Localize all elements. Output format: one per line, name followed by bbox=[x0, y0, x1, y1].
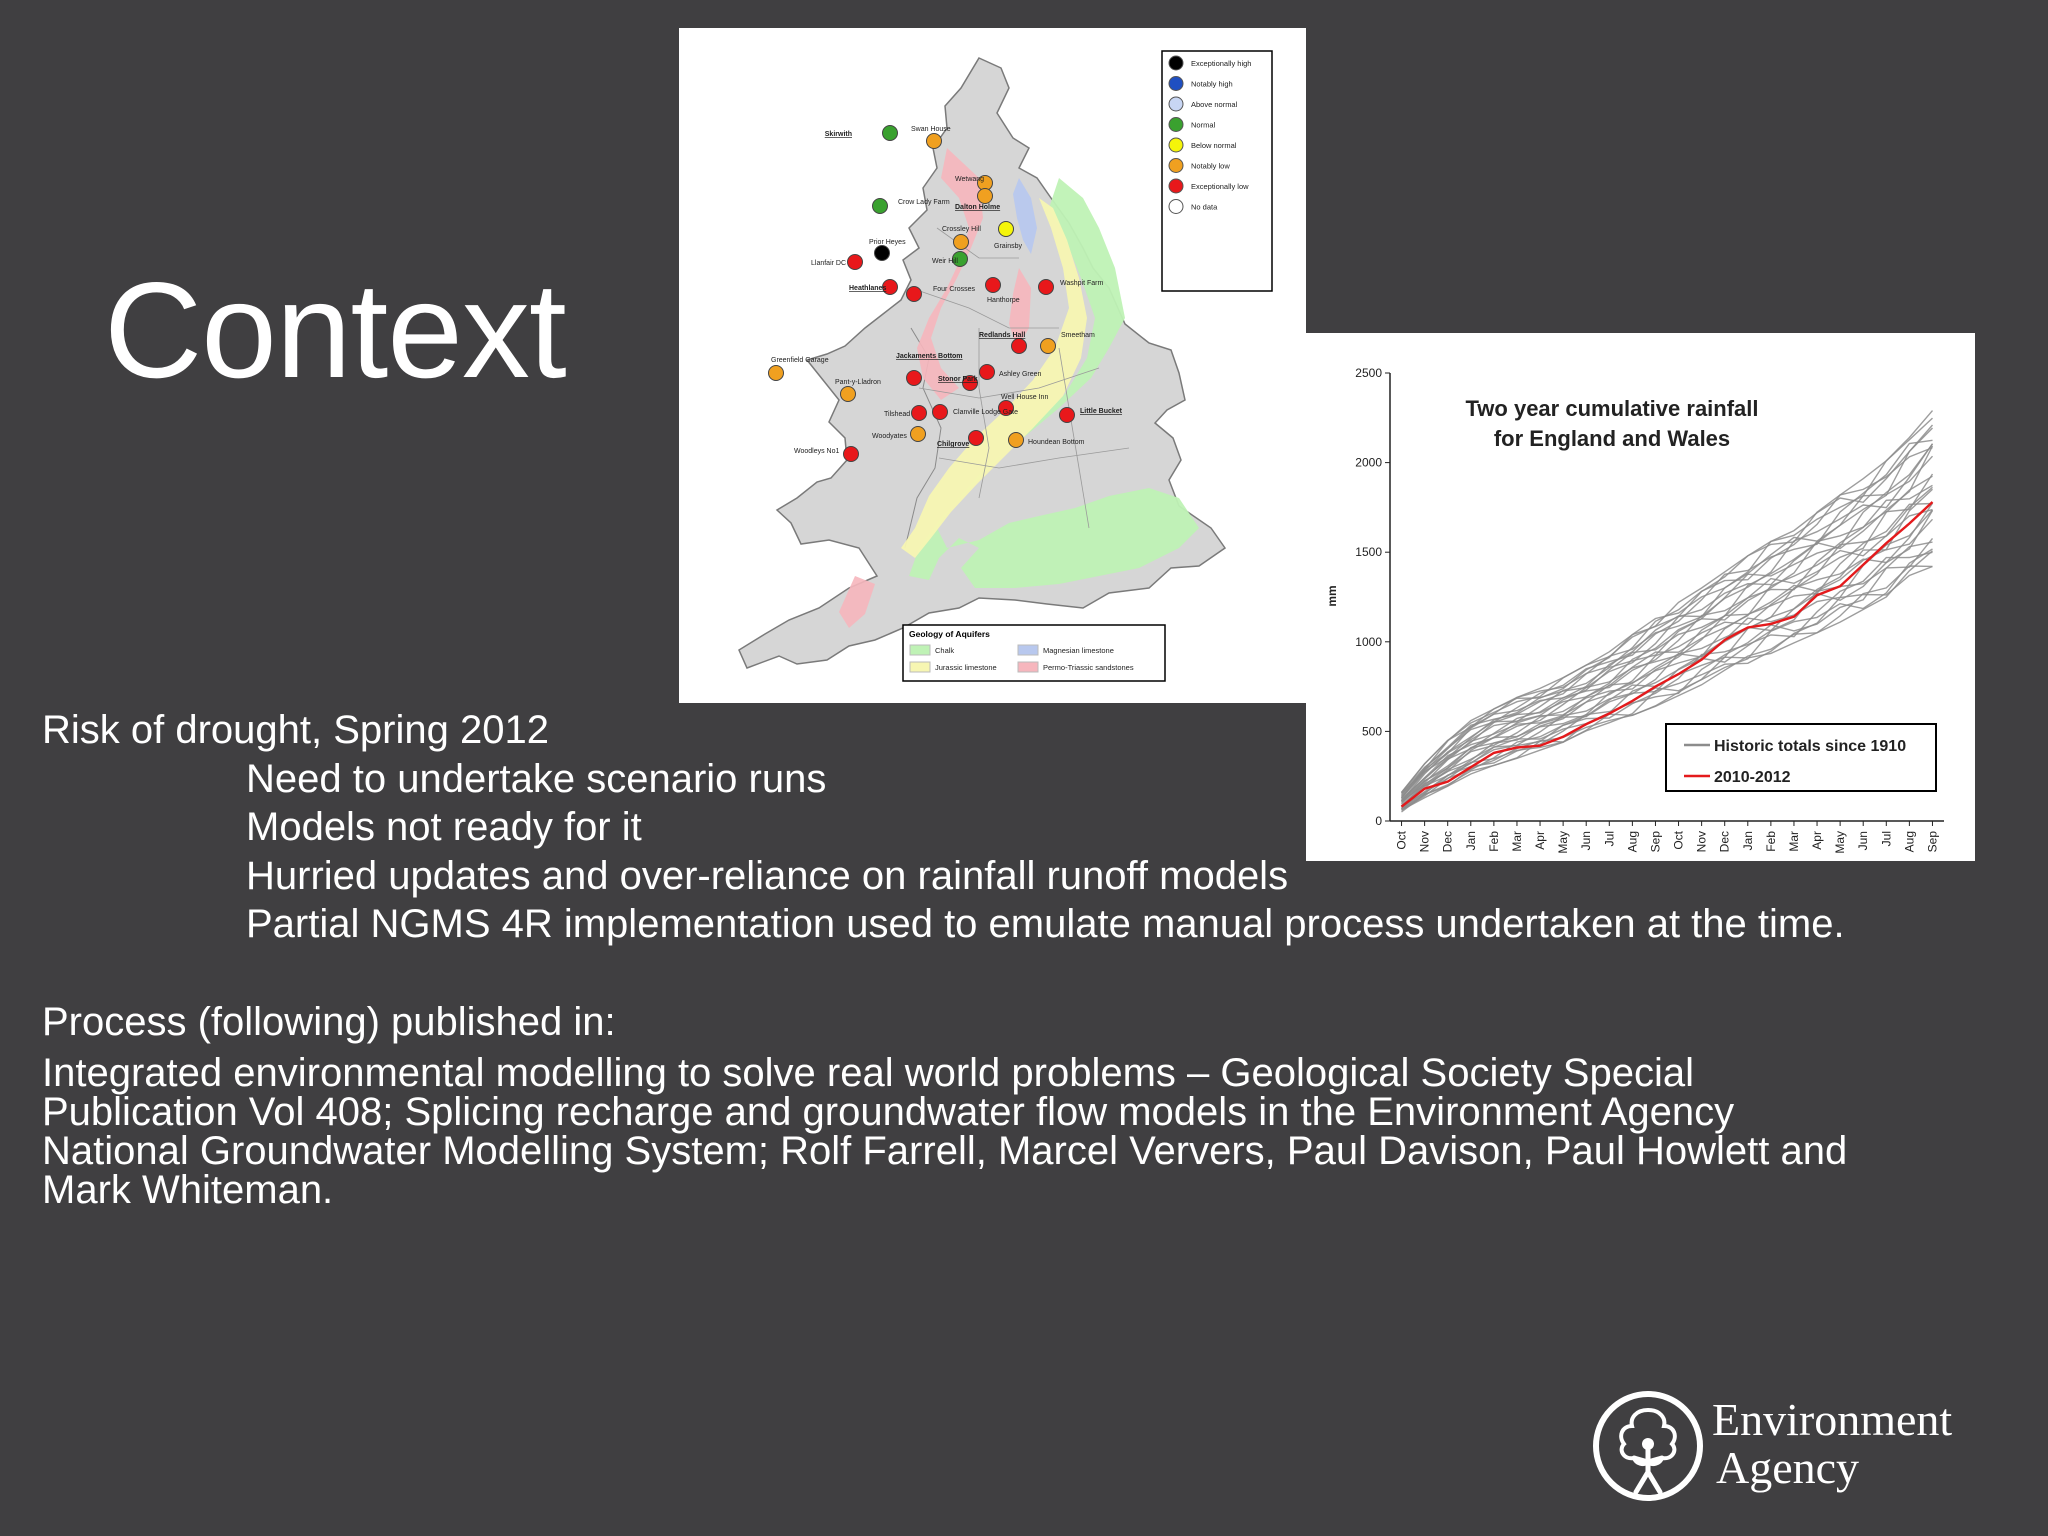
site-label-houndean-bottom: Houndean Bottom bbox=[1028, 439, 1085, 446]
site-label-four-crosses: Four Crosses bbox=[933, 286, 976, 293]
site-marker-jackaments-bottom bbox=[907, 371, 922, 386]
site-label-redlands-hall: Redlands Hall bbox=[979, 332, 1026, 339]
site-label-well-house-inn: Well House Inn bbox=[1001, 394, 1049, 401]
x-tick-label-9: Jul bbox=[1602, 831, 1617, 847]
tree-figure-icon bbox=[1590, 1388, 1706, 1504]
site-marker-skirwith bbox=[883, 126, 898, 141]
site-marker-prior-heyes bbox=[875, 246, 890, 261]
site-marker-woodleys-no1 bbox=[844, 447, 859, 462]
legend-historic-label: Historic totals since 1910 bbox=[1714, 738, 1907, 755]
site-marker-washpit-farm bbox=[1039, 280, 1054, 295]
logo-line-2: Agency bbox=[1716, 1442, 1860, 1493]
site-label-hanthorpe: Hanthorpe bbox=[987, 297, 1020, 304]
legend-marker-no-data bbox=[1169, 200, 1183, 214]
site-prior-heyes bbox=[869, 239, 906, 261]
x-tick-label-15: Jan bbox=[1740, 831, 1755, 851]
site-skirwith bbox=[825, 126, 898, 141]
legend-marker-normal bbox=[1169, 118, 1183, 132]
legend-label-exceptionally-low: Exceptionally low bbox=[1191, 182, 1249, 191]
site-marker-hanthorpe bbox=[986, 278, 1001, 293]
slide-title: Context bbox=[104, 254, 566, 406]
legend-2010-2012-label: 2010-2012 bbox=[1714, 769, 1791, 786]
site-label-stonor-park: Stonor Park bbox=[938, 376, 978, 383]
site-marker-chilgrove bbox=[969, 431, 984, 446]
legend-marker-exceptionally-high bbox=[1169, 56, 1183, 70]
legend-marker-above-normal bbox=[1169, 97, 1183, 111]
x-tick-label-2: Dec bbox=[1440, 831, 1455, 853]
y-tick-label-1500: 1500 bbox=[1355, 545, 1382, 560]
x-tick-label-7: May bbox=[1556, 831, 1571, 854]
site-marker-four-crosses bbox=[907, 287, 922, 302]
environment-agency-logo bbox=[1590, 1388, 2000, 1504]
bullet-drought-risk: Risk of drought, Spring 2012 bbox=[42, 708, 549, 752]
y-tick-label-1000: 1000 bbox=[1355, 634, 1382, 649]
site-marker-pant-y-lladron bbox=[841, 387, 856, 402]
x-tick-label-14: Dec bbox=[1717, 831, 1732, 853]
site-label-greenfield-garage: Greenfield Garage bbox=[771, 357, 829, 364]
x-tick-label-19: May bbox=[1833, 831, 1848, 854]
site-marker-houndean-bottom bbox=[1009, 433, 1024, 448]
site-label-prior-heyes: Prior Heyes bbox=[869, 239, 906, 246]
site-label-washpit-farm: Washpit Farm bbox=[1060, 280, 1104, 287]
x-tick-label-16: Feb bbox=[1763, 831, 1778, 852]
citation-line-1: Integrated environmental modelling to solve real world problems – Geological Society Special bbox=[42, 1051, 1694, 1095]
geology-legend bbox=[903, 625, 1165, 681]
x-tick-label-4: Feb bbox=[1486, 831, 1501, 852]
x-tick-label-22: Aug bbox=[1902, 831, 1917, 853]
geology-legend-title: Geology of Aquifers bbox=[909, 629, 990, 639]
legend-label-normal: Normal bbox=[1191, 120, 1216, 130]
legend-label-below-normal: Below normal bbox=[1191, 141, 1237, 150]
geology-label-magnesian: Magnesian limestone bbox=[1043, 646, 1114, 655]
site-marker-grainsby bbox=[999, 222, 1014, 237]
site-llanfair-dc bbox=[811, 255, 863, 270]
site-marker-little-bucket bbox=[1060, 408, 1075, 423]
geology-label-chalk: Chalk bbox=[935, 646, 955, 655]
x-tick-label-0: Oct bbox=[1394, 831, 1409, 850]
site-label-smeetham: Smeetham bbox=[1061, 332, 1095, 339]
x-tick-label-5: Mar bbox=[1509, 831, 1524, 852]
site-label-clanville-lodge-gate: Clanville Lodge Gate bbox=[953, 409, 1018, 416]
legend-marker-notably-low bbox=[1169, 159, 1183, 173]
site-label-grainsby: Grainsby bbox=[994, 243, 1023, 250]
site-label-woodleys-no1: Woodleys No1 bbox=[794, 448, 840, 455]
site-marker-tilshead bbox=[912, 406, 927, 421]
site-marker-swan-house bbox=[927, 134, 942, 149]
y-tick-label-500: 500 bbox=[1361, 724, 1382, 739]
site-label-little-bucket: Little Bucket bbox=[1080, 408, 1123, 415]
sub-bullet-models-not-ready: Models not ready for it bbox=[246, 805, 642, 849]
citation-line-4: Mark Whiteman. bbox=[42, 1168, 334, 1212]
site-marker-crow-lady-farm bbox=[873, 199, 888, 214]
y-tick-label-2500: 2500 bbox=[1355, 366, 1382, 380]
citation-line-3: National Groundwater Modelling System; Rolf Farrell, Marcel Ververs, Paul Davison, Paul Howlett and bbox=[42, 1129, 1848, 1173]
x-tick-label-13: Nov bbox=[1694, 831, 1709, 853]
site-label-heathlanes: Heathlanes bbox=[849, 285, 887, 292]
site-marker-greenfield-garage bbox=[769, 366, 784, 381]
legend-marker-exceptionally-low bbox=[1169, 179, 1183, 193]
process-heading: Process (following) published in: bbox=[42, 999, 616, 1044]
y-tick-label-0: 0 bbox=[1375, 814, 1382, 828]
site-label-weir-hill: Weir Hill bbox=[932, 258, 958, 265]
site-marker-llanfair-dc bbox=[848, 255, 863, 270]
chart-title-line-2: for England and Wales bbox=[1493, 426, 1731, 451]
chart-title-line-1: Two year cumulative rainfall bbox=[1465, 396, 1759, 421]
map-legend bbox=[1162, 51, 1272, 291]
x-tick-label-12: Oct bbox=[1671, 831, 1686, 850]
site-label-chilgrove: Chilgrove bbox=[937, 441, 970, 448]
site-label-woodyates: Woodyates bbox=[872, 433, 907, 440]
x-tick-label-21: Jul bbox=[1879, 831, 1894, 847]
site-marker-dalton-holme bbox=[978, 189, 993, 204]
geology-label-jurassic: Jurassic limestone bbox=[935, 663, 997, 672]
site-label-ashley-green: Ashley Green bbox=[999, 371, 1042, 378]
site-label-dalton-holme: Dalton Holme bbox=[955, 204, 1001, 211]
legend-label-no-data: No data bbox=[1191, 202, 1218, 212]
site-label-swan-house: Swan House bbox=[911, 126, 951, 133]
site-woodleys-no1 bbox=[794, 447, 859, 462]
site-marker-clanville-lodge-gate bbox=[933, 405, 948, 420]
site-label-jackaments-bottom: Jackaments Bottom bbox=[896, 353, 963, 360]
site-marker-redlands-hall bbox=[1012, 339, 1027, 354]
sub-bullet-hurried-updates: Hurried updates and over-reliance on rainfall runoff models bbox=[246, 853, 1289, 898]
groundwater-levels-map bbox=[679, 28, 1306, 703]
site-label-wetwang: Wetwang bbox=[955, 176, 985, 183]
site-heathlanes bbox=[849, 280, 898, 295]
site-marker-smeetham bbox=[1041, 339, 1056, 354]
legend-marker-below-normal bbox=[1169, 138, 1183, 152]
site-marker-woodyates bbox=[911, 427, 926, 442]
chart-y-axis-label: mm bbox=[1325, 585, 1339, 607]
site-label-crow-lady-farm: Crow Lady Farm bbox=[898, 199, 950, 206]
sub-bullet-scenario-runs: Need to undertake scenario runs bbox=[246, 756, 827, 801]
legend-label-above-normal: Above normal bbox=[1191, 100, 1238, 109]
x-tick-label-17: Mar bbox=[1786, 831, 1801, 852]
geology-label-sandstone: Permo-Triassic sandstones bbox=[1043, 663, 1134, 672]
slide-body bbox=[42, 706, 2002, 1210]
legend-marker-notably-high bbox=[1169, 77, 1183, 91]
site-label-llanfair-dc: Llanfair DC bbox=[811, 260, 847, 267]
y-tick-label-2000: 2000 bbox=[1355, 455, 1382, 470]
site-marker-crossley-hill bbox=[954, 235, 969, 250]
site-label-crossley-hill: Crossley Hill bbox=[942, 226, 981, 233]
x-tick-label-1: Nov bbox=[1417, 831, 1432, 853]
x-tick-label-23: Sep bbox=[1925, 831, 1940, 853]
x-tick-label-6: Apr bbox=[1533, 831, 1548, 850]
legend-label-notably-high: Notably high bbox=[1191, 79, 1233, 89]
x-tick-label-8: Jun bbox=[1579, 831, 1594, 851]
citation bbox=[42, 1051, 2002, 1212]
legend-label-notably-low: Notably low bbox=[1191, 161, 1230, 171]
legend-label-exceptionally-high: Exceptionally high bbox=[1191, 59, 1252, 68]
x-tick-label-18: Apr bbox=[1810, 831, 1825, 850]
site-label-skirwith: Skirwith bbox=[824, 131, 852, 138]
x-tick-label-3: Jan bbox=[1463, 831, 1478, 851]
x-tick-label-10: Aug bbox=[1625, 831, 1640, 853]
citation-line-2: Publication Vol 408; Splicing recharge and groundwater flow models in the Environment Agency bbox=[42, 1090, 1735, 1134]
site-label-tilshead: Tilshead bbox=[884, 411, 911, 418]
logo-line-1: Environment bbox=[1712, 1394, 1953, 1445]
site-marker-ashley-green bbox=[980, 365, 995, 380]
x-tick-label-20: Jun bbox=[1856, 831, 1871, 851]
x-tick-label-11: Sep bbox=[1648, 831, 1663, 853]
sub-bullet-ngms-implementation: Partial NGMS 4R implementation used to emulate manual process undertaken at the time. bbox=[246, 902, 1845, 946]
site-label-pant-y-lladron: Pant-y-Lladron bbox=[835, 379, 881, 386]
